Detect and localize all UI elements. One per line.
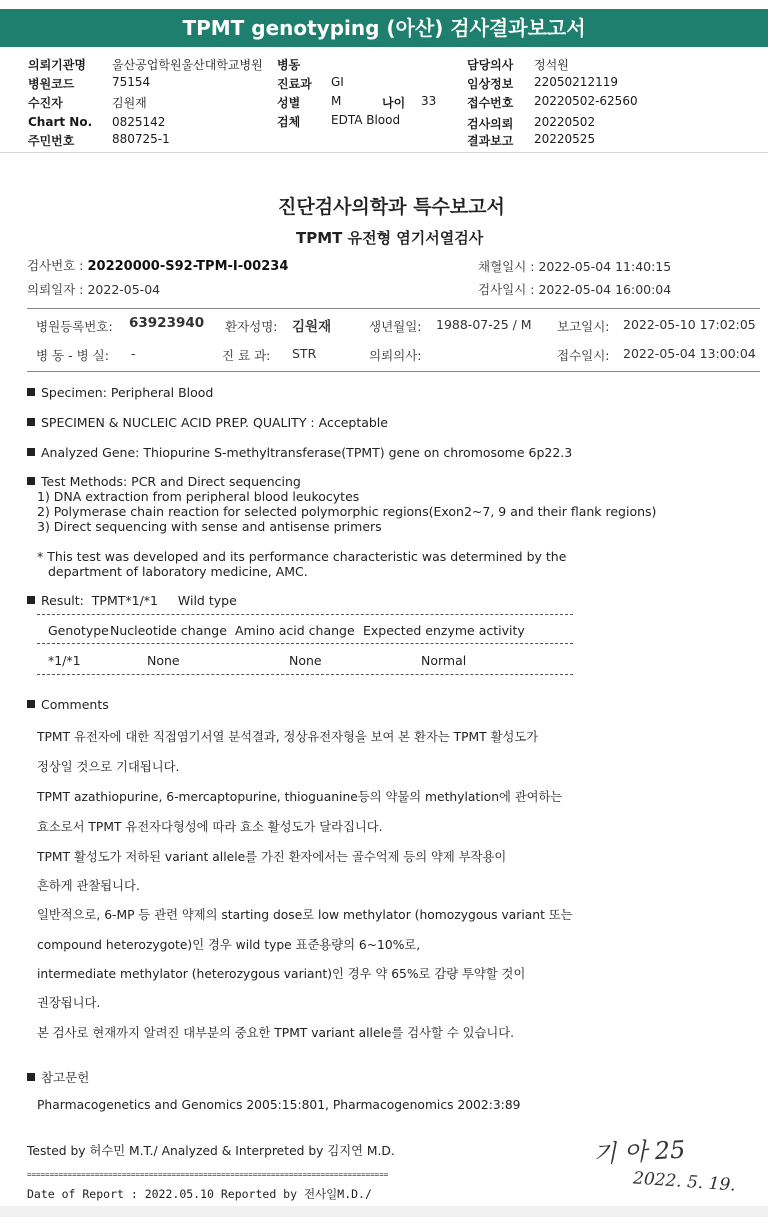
comments-heading-text: Comments [41,697,109,712]
report-time-value: 2022-05-10 17:02:05 [623,317,756,332]
comment-line: 일반적으로, 6-MP 등 관련 약제의 starting dose로 low methylator (homozygous variant 또는 [37,908,573,922]
comment-line: 본 검사로 현재까지 알려진 대부분의 중요한 TPMT variant allele를 검사할 수 있습니다. [37,1026,515,1040]
received-label: 접수일시: [557,348,610,363]
comment-line: 효소로서 TPMT 유전자다형성에 따라 효소 활성도가 달라집니다. [37,820,383,834]
header-value: 75154 [112,75,151,89]
doctor-label: 의뢰의사: [369,348,422,363]
note-line: * This test was developed and its performance characteristic was determined by the [37,549,567,564]
test-number [27,256,288,274]
bullet-square-icon [27,700,35,708]
test-date: 검사일시 : 2022-05-04 16:00:04 [478,282,672,297]
table-cell: *1/*1 [48,653,81,668]
method-step: 3) Direct sequencing with sense and antisense primers [37,519,382,534]
result-type: Wild type [177,593,237,608]
table-header-cell: Amino acid change [235,623,355,638]
test-number-label: 검사번호 : [27,258,84,273]
references-heading-text: 참고문헌 [41,1070,90,1085]
method-step: 1) DNA extraction from peripheral blood leukocytes [37,489,360,504]
quality-line [27,415,388,430]
header-label: 결과보고 [467,134,514,148]
note-line: department of laboratory medicine, AMC. [48,564,308,579]
table-rule [37,643,573,644]
table-header-cell: Expected enzyme activity [363,623,525,638]
report-subtitle: TPMT 유전형 염기서열검사 [296,229,484,247]
bullet-square-icon [27,596,35,604]
age-label: 나이 [382,96,406,110]
table-cell: None [147,653,180,668]
bullet-square-icon [27,388,35,396]
dept-label: 진 료 과: [222,348,271,363]
received-value: 2022-05-04 13:00:04 [623,346,756,361]
header-value: 880725-1 [112,132,170,146]
page-divider [0,152,768,153]
header-value: 0825142 [112,115,166,129]
ward-label: 병 동 - 병 실: [36,348,109,363]
page-bottom-band [0,1206,768,1217]
handwritten-date: 2022. 5. 19. [632,1168,737,1196]
header-value: EDTA Blood [331,113,401,127]
comment-line: 정상일 것으로 기대됩니다. [37,760,180,774]
result-genotype: TPMT*1/*1 [91,593,159,608]
header-label: 수진자 [28,96,63,110]
table-rule [37,674,573,675]
gene-line [27,445,572,460]
header-label: 담당의사 [467,58,514,72]
header-value: 정석원 [534,58,569,72]
specimen-text: Specimen: Peripheral Blood [41,385,214,400]
header-label: 임상정보 [467,77,514,91]
header-value: 20220502 [534,115,596,129]
header-label: 성별 [277,96,301,110]
bullet-square-icon [27,418,35,426]
comment-line: 권장됩니다. [37,996,101,1010]
method-step: 2) Polymerase chain reaction for selected polymorphic regions(Exon2~7, 9 and their flank regions) [37,504,657,519]
header-label: Chart No. [28,115,93,129]
bullet-square-icon [27,1073,35,1081]
collect-date: 채혈일시 : 2022-05-04 11:40:15 [478,259,672,274]
result-line [27,593,237,608]
header-value: GI [331,75,344,89]
ward-value: - [131,346,136,361]
dob-label: 생년월일: [369,319,422,334]
header-label: 검사의뢰 [467,117,514,131]
comment-line: TPMT 활성도가 저하된 variant allele를 가진 환자에서는 골수억제 등의 약제 부작용이 [37,850,507,864]
header-label: 병원코드 [28,77,75,91]
table-cell: None [289,653,322,668]
references-heading [27,1068,89,1086]
table-rule [37,614,573,615]
result-label: Result: [41,593,84,608]
reg-value: 63923940 [129,315,205,331]
tested-by: Tested by 허수민 M.T./ Analyzed & Interpreted by 김지연 M.D. [27,1144,395,1158]
report-title-bar: TPMT genotyping (아산) 검사결과보고서 [0,9,768,47]
comment-line: intermediate methylator (heterozygous variant)인 경우 약 65%로 감량 투약할 것이 [37,967,526,981]
quality-text: SPECIMEN & NUCLEIC ACID PREP. QUALITY : Acceptable [41,415,388,430]
methods-text: Test Methods: PCR and Direct sequencing [41,474,301,489]
header-value: 김원재 [112,96,147,110]
report-date-line: Date of Report : 2022.05.10 Reported by 전사일M.D./ [27,1187,372,1201]
report-document-title: 진단검사의학과 특수보고서 [278,196,505,218]
methods-line [27,474,301,489]
table-header-cell: Genotype [48,623,109,638]
header-value: 20220525 [534,132,596,146]
header-value: M [331,94,342,108]
header-value: 20220502-62560 [534,94,638,108]
report-time-label: 보고일시: [557,319,610,334]
header-label: 주민번호 [28,134,75,148]
name-label: 환자성명: [225,319,278,334]
header-label: 검체 [277,115,301,129]
comment-line: TPMT 유전자에 대한 직접염기서열 분석결과, 정상유전자형을 보여 본 환자는 TPMT 활성도가 [37,730,539,744]
dept-value: STR [292,346,317,361]
references-text: Pharmacogenetics and Genomics 2005:15:801, Pharmacogenomics 2002:3:89 [37,1098,521,1112]
comment-line: 흔하게 관찰됩니다. [37,879,140,893]
comment-line: compound heterozygote)인 경우 wild type 표준용량의 6~10%로, [37,938,421,952]
comment-line: TPMT azathiopurine, 6-mercaptopurine, thioguanine등의 약물의 methylation에 관여하는 [37,790,563,804]
name-value: 김원재 [292,319,332,335]
gene-text: Analyzed Gene: Thiopurine S-methyltransferase(TPMT) gene on chromosome 6p22.3 [41,445,573,460]
table-header-cell: Nucleotide change [110,623,227,638]
test-number-value: 20220000-S92-TPM-I-00234 [87,259,289,274]
handwritten-signature: 기 아 25 [592,1135,686,1169]
header-label: 진료과 [277,77,312,91]
request-date: 의뢰일자 : 2022-05-04 [27,282,161,297]
dob-value: 1988-07-25 / M [436,317,532,332]
bullet-square-icon [27,448,35,456]
header-label: 병동 [277,58,301,72]
header-label: 접수번호 [467,96,514,110]
header-label: 의뢰기관명 [28,58,86,72]
reg-label: 병원등록번호: [36,319,113,334]
specimen-line [27,385,213,400]
bullet-square-icon [27,477,35,485]
comments-heading [27,697,109,712]
age-value: 33 [421,94,437,108]
footer-separator: ================================================================================ [27,1170,389,1179]
table-cell: Normal [421,653,467,668]
header-value: 울산공업학원울산대학교병원 [112,58,263,72]
header-value: 22050212119 [534,75,618,89]
